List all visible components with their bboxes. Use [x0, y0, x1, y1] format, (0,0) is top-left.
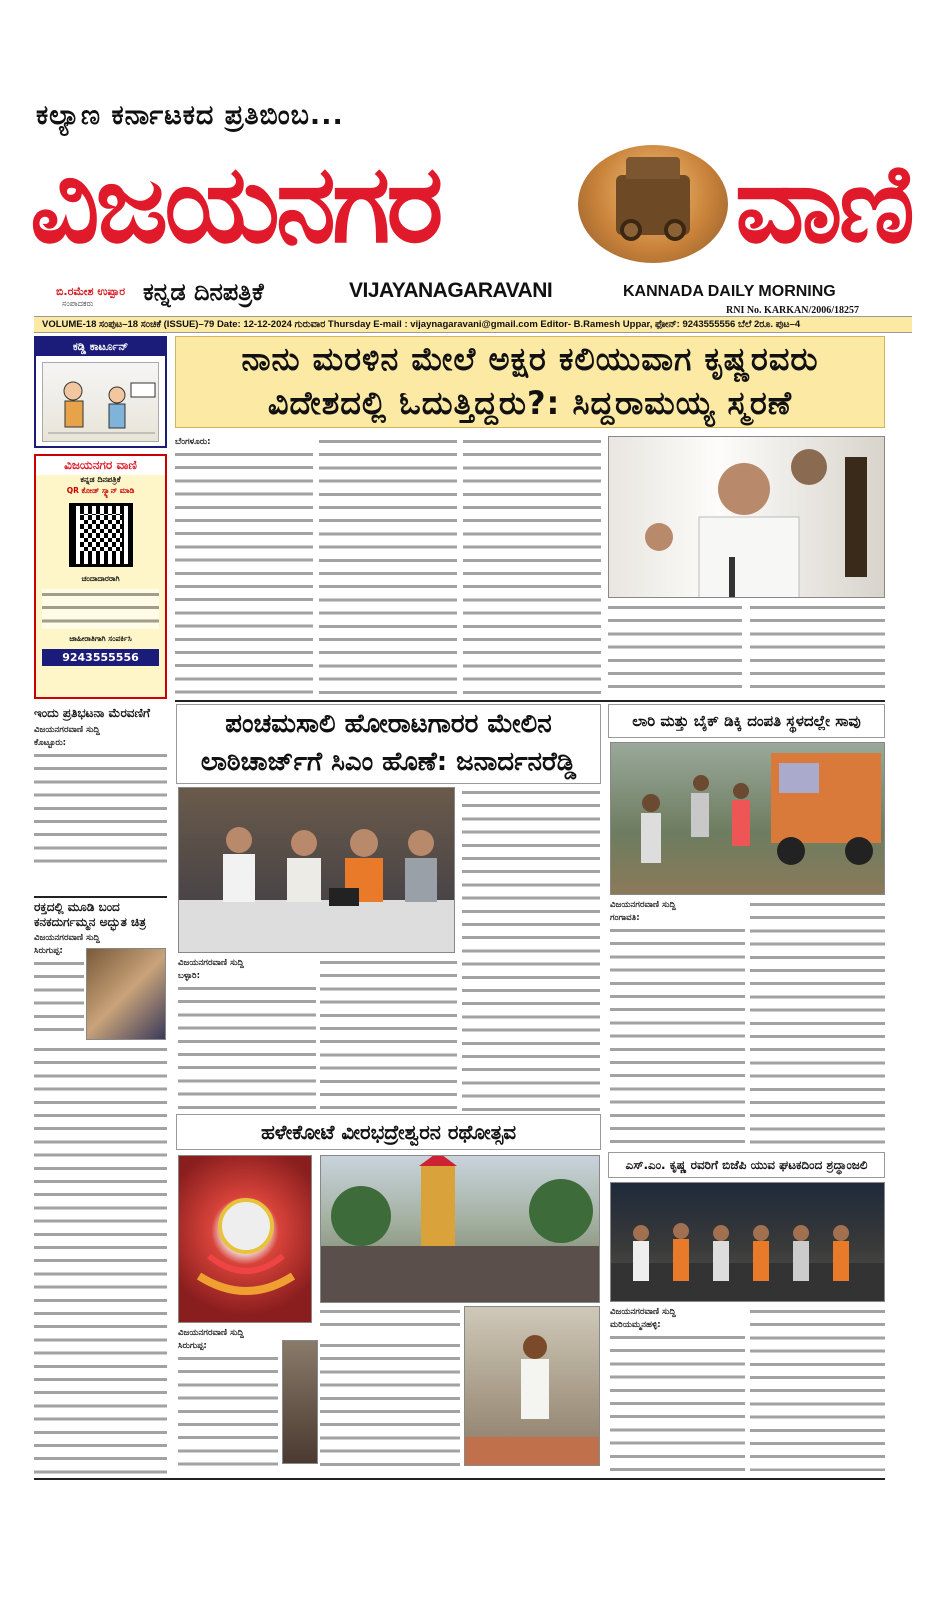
story2-place: ಸಿರುಗುಪ್ಪ:: [34, 946, 63, 956]
qr-code-icon[interactable]: [69, 503, 133, 567]
lead-col-3: [463, 436, 601, 697]
deity-photo: [178, 1155, 312, 1323]
masthead: [30, 135, 910, 275]
story2-dateline: ವಿಜಯನಗರವಾಣಿ ಸುದ್ದಿ: [178, 958, 244, 968]
story1-dateline: ವಿಜಯನಗರವಾಣಿ ಸುದ್ದಿ: [34, 725, 100, 735]
story4-col-1: [178, 1353, 278, 1471]
story4-col-2: [320, 1340, 460, 1471]
ad-phone[interactable]: 9243555556: [42, 649, 159, 666]
story5-place: ಮರಿಯಮ್ಮನಹಳ್ಳಿ:: [610, 1320, 661, 1330]
cartoon-image: [42, 362, 159, 442]
story1-title: ಇಂದು ಪ್ರತಿಭಟನಾ ಮೆರವಣಿಗೆ: [34, 706, 150, 720]
left-sidebar: [34, 336, 167, 1481]
story4-col-mid-top: [320, 1306, 460, 1336]
lead-col-5: [750, 602, 885, 697]
ad-title: ವಿಜಯನಗರ ವಾಣಿ: [36, 456, 165, 475]
issue-info-bar: VOLUME-18 ಸಂಪುಟ–18 ಸಂಚಿಕೆ (ISSUE)–79 Date: 12-12-2024 ಗುರುವಾರ Thursday E-mail : vijaynagaravani@gmail.com Editor- B.Ramesh Uppar, ಫೋನ್: 9243555556 ಬೆಲೆ 2ರೂ. ಪುಟ–4: [34, 316, 912, 333]
story5-col-2: [750, 1306, 885, 1471]
cartoon-title: ಕಡ್ಡಿ ಕಾರ್ಟೂನ್: [36, 338, 165, 356]
ad-line-2: ಚಂದಾದಾರರಾಗಿ: [81, 574, 120, 583]
story4-place: ಸಿರುಗುಪ್ಪ:: [178, 1341, 207, 1351]
press-meet-photo: [178, 787, 455, 953]
ad-details: [42, 589, 159, 629]
masthead-tagline: ಕಲ್ಯಾಣ ಕರ್ನಾಟಕದ ಪ್ರತಿಬಿಂಬ...: [36, 100, 344, 131]
story2-dateline: ವಿಜಯನಗರವಾಣಿ ಸುದ್ದಿ: [34, 933, 100, 943]
story2-body-b: [34, 1044, 167, 1480]
story2-body-a: [34, 958, 84, 1040]
qr-subscription-ad: [34, 454, 167, 699]
lead-col-1: [175, 449, 313, 697]
lead-headline: ನಾನು ಮರಳಿನ ಮೇಲೆ ಅಕ್ಷರ ಕಲಿಯುವಾಗ ಕೃಷ್ಣರವರು ವಿದೇಶದಲ್ಲಿ ಓದುತ್ತಿದ್ದರು?: ಸಿದ್ದರಾಮಯ್ಯ ಸ್ಮರಣೆ: [175, 336, 885, 428]
fire-walk-photo: [464, 1306, 600, 1466]
story1-place: ಕೊಟ್ಟೂರು:: [34, 738, 67, 748]
story2-place: ಬಳ್ಳಾರಿ:: [178, 971, 201, 981]
lead-col-2: [319, 436, 457, 697]
story3-col-2: [750, 899, 885, 1149]
masthead-subtitle-english: KANNADA DAILY MORNING: [623, 283, 836, 300]
story5-col-1: [610, 1332, 745, 1471]
story2-title: ರಕ್ತದಲ್ಲಿ ಮೂಡಿ ಬಂದ ಕನಕದುರ್ಗಮ್ಮನ ಅದ್ಭುತ ಚಿತ್ರ: [34, 896, 167, 930]
story5-dateline: ವಿಜಯನಗರವಾಣಿ ಸುದ್ದಿ: [610, 1307, 676, 1317]
story3-dateline: ವಿಜಯನಗರವಾಣಿ ಸುದ್ದಿ: [610, 900, 676, 910]
story3-headline: ಲಾರಿ ಮತ್ತು ಬೈಕ್ ಡಿಕ್ಕಿ ದಂಪತಿ ಸ್ಥಳದಲ್ಲೇ ಸಾವು: [608, 704, 885, 738]
story2-col-2: [320, 957, 457, 1111]
story4-headline: ಹಳೇಕೋಟೆ ವೀರಭದ್ರೇಶ್ವರನ ರಥೋತ್ಸವ: [176, 1114, 601, 1150]
story2-col-1: [178, 983, 316, 1111]
painting-photo: [86, 948, 166, 1040]
chariot-festival-photo: [320, 1155, 600, 1303]
editor-name: ಬಿ.ರಮೇಶ ಉಪ್ಪಾರ: [56, 285, 126, 298]
story4-dateline: ವಿಜಯನಗರವಾಣಿ ಸುದ್ದಿ: [178, 1328, 244, 1338]
divider: [175, 700, 885, 702]
lead-col-4: [608, 602, 742, 697]
tribute-photo: [610, 1182, 885, 1302]
masthead-title-english: VIJAYANAGARAVANI: [349, 279, 553, 302]
story1-body: [34, 750, 167, 870]
hampi-chariot-emblem: [578, 145, 728, 263]
rni-number: RNI No. KARKAN/2006/18257: [726, 305, 860, 316]
masthead-subtitle-kannada: ಕನ್ನಡ ದಿನಪತ್ರಿಕೆ: [143, 278, 264, 306]
cm-photo: [608, 436, 885, 598]
story3-place: ಗಂಗಾವತಿ:: [610, 913, 640, 923]
story3-col-1: [610, 925, 745, 1149]
lead-place: ಬೆಂಗಳೂರು:: [175, 437, 211, 447]
ad-line-1: QR ಕೋಡ್ ಸ್ಕ್ಯಾನ್ ಮಾಡಿ: [66, 486, 135, 495]
cartoon-box: [34, 336, 167, 448]
devotee-photo: [282, 1340, 318, 1464]
masthead-title-left: ವಿಜಯನಗರ: [30, 142, 440, 267]
accident-photo: [610, 742, 885, 895]
editor-role: ಸಂಪಾದಕರು: [62, 299, 94, 308]
story2-headline: ಪಂಚಮಸಾಲಿ ಹೋರಾಟಗಾರರ ಮೇಲಿನ ಲಾಠಿಚಾರ್ಜ್‌ಗೆ ಸಿಎಂ ಹೊಣೆ: ಜನಾರ್ದನರೆಡ್ಡಿ: [176, 704, 601, 784]
masthead-title-right: ವಾಣಿ: [735, 142, 911, 267]
ad-subtitle: ಕನ್ನಡ ದಿನಪತ್ರಿಕೆ: [80, 475, 121, 484]
story5-headline: ಎಸ್.ಎಂ. ಕೃಷ್ಣ ರವರಿಗೆ ಬಿಜೆಪಿ ಯುವ ಘಟಕದಿಂದ ಶ್ರದ್ಧಾಂಜಲಿ: [608, 1152, 885, 1178]
story2-col-3: [462, 787, 600, 1111]
bottom-rule: [34, 1478, 885, 1480]
ad-phone-label: ಜಾಹೀರಾತಿಗಾಗಿ ಸಂಪರ್ಕಿಸಿ: [69, 634, 132, 643]
